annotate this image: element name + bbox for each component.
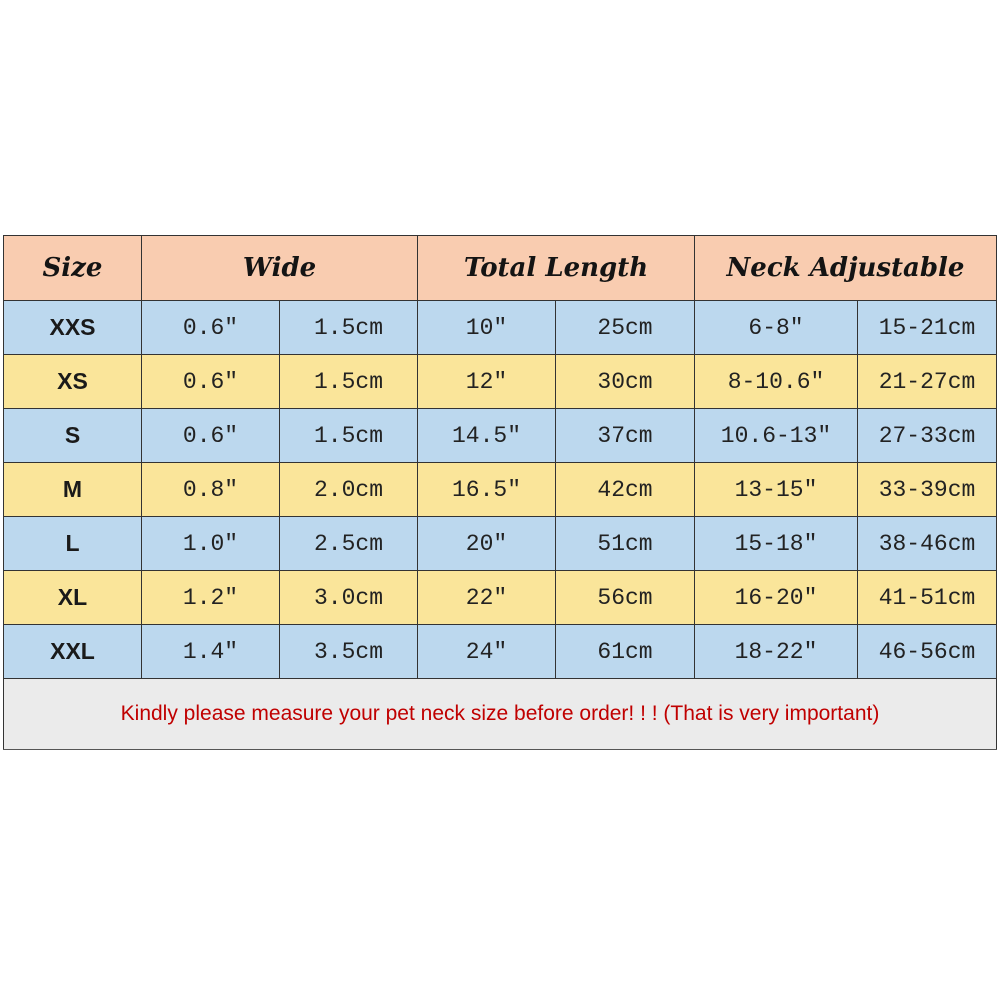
measure-note: Kindly please measure your pet neck size before order! ! ! (That is very important) bbox=[4, 679, 997, 750]
size-chart-table bbox=[3, 235, 997, 750]
size-cell: L bbox=[4, 517, 142, 571]
table-row bbox=[4, 571, 997, 625]
note-row bbox=[4, 679, 997, 750]
header-size: Size bbox=[4, 236, 142, 301]
wide-inch-cell: 1.2″ bbox=[142, 571, 280, 625]
length-cm-cell: 37cm bbox=[556, 409, 695, 463]
header-wide: Wide bbox=[142, 236, 418, 301]
wide-inch-cell: 1.4″ bbox=[142, 625, 280, 679]
wide-inch-cell: 0.8″ bbox=[142, 463, 280, 517]
neck-cm-cell: 46-56cm bbox=[858, 625, 997, 679]
length-cm-cell: 56cm bbox=[556, 571, 695, 625]
table-row bbox=[4, 517, 997, 571]
neck-cm-cell: 38-46cm bbox=[858, 517, 997, 571]
length-cm-cell: 51cm bbox=[556, 517, 695, 571]
wide-cm-cell: 2.0cm bbox=[280, 463, 418, 517]
wide-cm-cell: 2.5cm bbox=[280, 517, 418, 571]
length-cm-cell: 30cm bbox=[556, 355, 695, 409]
wide-cm-cell: 3.0cm bbox=[280, 571, 418, 625]
size-cell: XS bbox=[4, 355, 142, 409]
wide-cm-cell: 1.5cm bbox=[280, 301, 418, 355]
length-inch-cell: 12″ bbox=[418, 355, 556, 409]
wide-inch-cell: 0.6″ bbox=[142, 301, 280, 355]
length-cm-cell: 42cm bbox=[556, 463, 695, 517]
neck-cm-cell: 21-27cm bbox=[858, 355, 997, 409]
table-row bbox=[4, 463, 997, 517]
size-cell: M bbox=[4, 463, 142, 517]
size-cell: XXL bbox=[4, 625, 142, 679]
size-cell: S bbox=[4, 409, 142, 463]
header-total-length: Total Length bbox=[418, 236, 695, 301]
length-cm-cell: 61cm bbox=[556, 625, 695, 679]
neck-inch-cell: 18-22″ bbox=[695, 625, 858, 679]
header-row bbox=[4, 236, 997, 301]
wide-inch-cell: 1.0″ bbox=[142, 517, 280, 571]
wide-cm-cell: 1.5cm bbox=[280, 409, 418, 463]
length-inch-cell: 22″ bbox=[418, 571, 556, 625]
length-inch-cell: 16.5″ bbox=[418, 463, 556, 517]
neck-cm-cell: 27-33cm bbox=[858, 409, 997, 463]
neck-inch-cell: 13-15″ bbox=[695, 463, 858, 517]
neck-inch-cell: 10.6-13″ bbox=[695, 409, 858, 463]
size-cell: XL bbox=[4, 571, 142, 625]
table-row bbox=[4, 625, 997, 679]
size-rows bbox=[4, 301, 997, 679]
table-row bbox=[4, 301, 997, 355]
header-neck-adjustable: Neck Adjustable bbox=[695, 236, 997, 301]
wide-cm-cell: 3.5cm bbox=[280, 625, 418, 679]
neck-cm-cell: 15-21cm bbox=[858, 301, 997, 355]
neck-inch-cell: 6-8″ bbox=[695, 301, 858, 355]
neck-inch-cell: 16-20″ bbox=[695, 571, 858, 625]
length-inch-cell: 14.5″ bbox=[418, 409, 556, 463]
length-inch-cell: 24″ bbox=[418, 625, 556, 679]
size-cell: XXS bbox=[4, 301, 142, 355]
length-inch-cell: 20″ bbox=[418, 517, 556, 571]
table-row bbox=[4, 409, 997, 463]
wide-inch-cell: 0.6″ bbox=[142, 409, 280, 463]
wide-cm-cell: 1.5cm bbox=[280, 355, 418, 409]
length-inch-cell: 10″ bbox=[418, 301, 556, 355]
neck-inch-cell: 15-18″ bbox=[695, 517, 858, 571]
neck-cm-cell: 41-51cm bbox=[858, 571, 997, 625]
neck-cm-cell: 33-39cm bbox=[858, 463, 997, 517]
neck-inch-cell: 8-10.6″ bbox=[695, 355, 858, 409]
table-row bbox=[4, 355, 997, 409]
length-cm-cell: 25cm bbox=[556, 301, 695, 355]
wide-inch-cell: 0.6″ bbox=[142, 355, 280, 409]
